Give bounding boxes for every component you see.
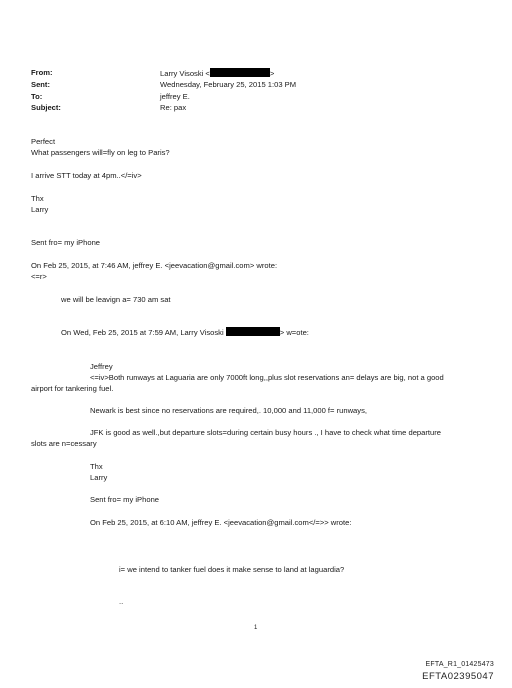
subject-value: Re: pax [160,103,187,112]
from-value [160,68,274,78]
body-line: i= we intend to tanker fuel does it make sense to land at laguardia? [119,565,345,574]
body-line: Newark is best since no reservations are required,. 10,000 and 11,000 f= runways, [90,406,367,415]
body-line: airport for tankering fuel. [31,384,114,393]
body-line: I arrive STT today at 4pm..</=iv> [31,171,142,180]
body-line: <=r> [31,272,47,281]
footer-id-2: EFTA02395047 [422,671,494,682]
from-name: Larry Visoski < [160,69,210,78]
sent-value: Wednesday, February 25, 2015 1:03 PM [160,80,297,89]
body-line: .. [119,597,124,606]
body-line: Perfect [31,137,56,146]
body-line: Larry [31,205,49,214]
body-line: Jeffrey [90,362,113,371]
body-line: JFK is good as well.,but departure slots=during certain busy hours ., I have to check what time departure [90,428,441,437]
body-line: Thx [90,462,103,471]
to-value: jeffrey E. [160,92,190,101]
page-number: 1 [254,625,258,631]
to-label: To: [31,92,43,101]
body-line: slots are n=cessary [31,439,97,448]
body-line: Sent fro= my iPhone [31,238,101,247]
from-label: From: [31,68,53,77]
body-line: What passengers will=fly on leg to Paris? [31,148,170,157]
body-line: Sent fro= my iPhone [90,495,160,504]
quoted-header: On Wed, Feb 25, 2015 at 7:59 AM, Larry Visoski [61,328,224,337]
redaction-box [226,327,280,336]
from-end: > [269,69,275,78]
body-line [61,327,309,337]
body-line: On Feb 25, 2015, at 6:10 AM, jeffrey E. <jeevacation@gmail.com</=>> wrote: [90,518,352,527]
body-line: <=iv>Both runways at Laguaria are only 7000ft long,,plus slot reservations an= delays are big, not a good [90,373,444,382]
sent-label: Sent: [31,80,50,89]
subject-label: Subject: [31,103,61,112]
body-line: On Feb 25, 2015, at 7:46 AM, jeffrey E. <jeevacation@gmail.com> wrote: [31,261,278,270]
body-line: we will be leavign a= 730 am sat [61,295,171,304]
quoted-header-end: > w=ote: [279,328,309,337]
body-line: Larry [90,473,108,482]
footer-id-1: EFTA_R1_01425473 [425,661,494,668]
body-line: Thx [31,194,44,203]
redaction-box [210,68,270,77]
